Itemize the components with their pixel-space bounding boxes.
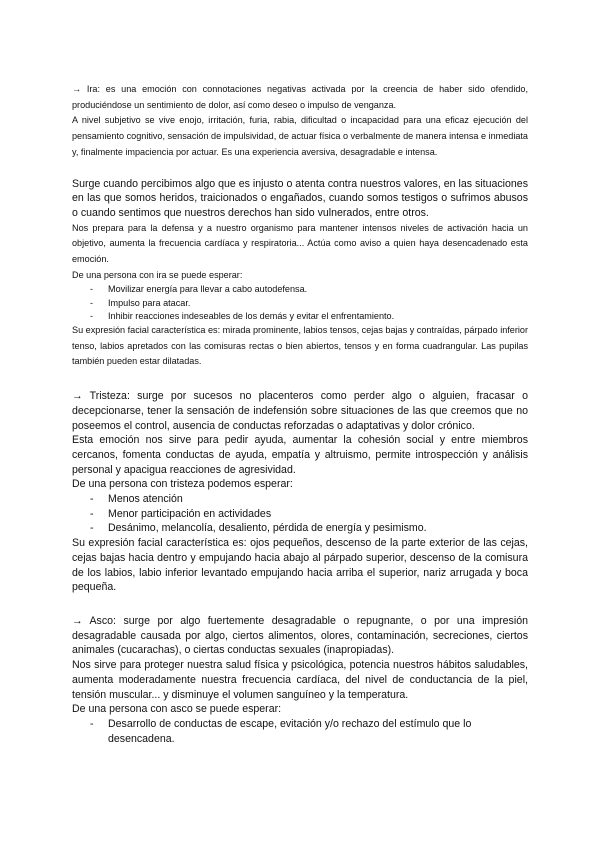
tristeza-expect-list (72, 492, 528, 536)
asco-function: Nos sirve para proteger nuestra salud física y psicológica, potencia nuestros hábitos saludables, aumenta moderadamente nuestra frecuencia cardíaca, del nivel de conductancia de la piel, tensión muscular... y disminuye el volumen sanguíneo y la temperatura. (72, 659, 528, 701)
asco-definition: surge por algo fuertemente desagradable o repugnante, o por una impresión desagradable causada por algo, ciertos alimentos, olores, contaminación, secreciones, ciertos animales (cucarachas), o ciertas conductas sexuales (inapropiadas). (72, 615, 528, 657)
ira-definition: es una emoción con connotaciones negativas activada por la creencia de haber sido ofendido, produciéndose un sentimiento de dolor, así como deseo o impulso de venganza. (72, 84, 528, 110)
asco-arrow: → (72, 615, 83, 627)
asco-expect-intro: De una persona con asco se puede esperar: (72, 703, 282, 716)
tristeza-facial: Su expresión facial característica es: ojos pequeños, descenso de la parte exterior de las cejas, cejas bajas hacia dentro y empujando hacia abajo al párpado superior, descenso de la comisura de los labios, labio inferior levantado empujando hacia arriba el superior, nariz arrugada y boca pequeña. (72, 537, 528, 594)
ira-function: Nos prepara para la defensa y a nuestro organismo para mantener intensos niveles de activación hacia un objetivo, aumenta la frecuencia cardíaca y respiratoria... Actúa como aviso a quien haya desencadenado esta emoción. (72, 222, 528, 265)
tristeza-definition-paragraph (72, 389, 528, 433)
asco-expect-list (72, 717, 528, 746)
tristeza-arrow: → (72, 390, 83, 403)
asco-definition-paragraph (72, 614, 528, 658)
list-item: - Desánimo, melancolía, desaliento, pérdida de energía y pesimismo. (90, 521, 528, 536)
section-tristeza (72, 389, 528, 595)
tristeza-function: Esta emoción nos sirve para pedir ayuda, aumentar la cohesión social y entre miembros cercanos, fomenta conductas de ayuda, empatía y altruismo, permite introspección y análisis personal y apacigua reacciones de agresividad. (72, 434, 528, 476)
tristeza-expect-intro: De una persona con tristeza podemos esperar: (72, 478, 293, 491)
ira-title: Ira: (86, 84, 100, 94)
asco-title: Asco: (89, 615, 116, 627)
document-page (72, 82, 528, 746)
section-asco (72, 614, 528, 746)
list-item: - Desarrollo de conductas de escape, evitación y/o rechazo del estímulo que lo desencadena. (90, 717, 528, 746)
ira-expect-intro: De una persona con ira se puede esperar: (72, 269, 243, 280)
list-item: - Inhibir reacciones indeseables de los demás y evitar el enfrentamiento. (90, 310, 528, 323)
ira-definition-paragraph (72, 82, 528, 113)
spacer (72, 161, 528, 177)
tristeza-definition: surge por sucesos no placenteros como perder algo o alguien, fracasar o decepcionarse, tener la sensación de indefensión sobre situaciones de las que creemos que no poseemos el control, ausencia de conductas reforzadas o adaptativas y dolor crónico. (72, 390, 528, 432)
ira-origin: Surge cuando percibimos algo que es injusto o atenta contra nuestros valores, en las situaciones en las que somos heridos, traicionados o engañados, cuando somos testigos o sufrimos abusos o cuando sentimos que nuestros derechos han sido vulnerados, entre otros. (72, 177, 528, 219)
list-item: - Movilizar energía para llevar a cabo autodefensa. (90, 283, 528, 296)
list-item: - Menos atención (90, 492, 528, 507)
spacer (72, 595, 528, 614)
ira-expect-list (72, 283, 528, 323)
ira-facial: Su expresión facial característica es: mirada prominente, labios tensos, cejas bajas y contraídas, párpado inferior tenso, labios apretados con las comisuras rectas o bien abiertos, tensos y en forma cuadrangular. Las pupilas también pueden estar dilatadas. (72, 325, 528, 367)
list-item: - Menor participación en actividades (90, 507, 528, 522)
section-ira (72, 82, 528, 370)
tristeza-title: Tristeza: (89, 390, 130, 403)
ira-arrow: → (72, 84, 82, 94)
ira-subjective: A nivel subjetivo se vive enojo, irritación, furia, rabia, dificultad o incapacidad para una eficaz ejecución del pensamiento cognitivo, sensación de impulsividad, de actuar física o verbalmente de manera intensa e inmediata y, finalmente impaciencia por actuar. Es una experiencia aversiva, desagradable e intensa. (72, 115, 528, 157)
spacer (72, 370, 528, 389)
list-item: - Impulso para atacar. (90, 297, 528, 310)
